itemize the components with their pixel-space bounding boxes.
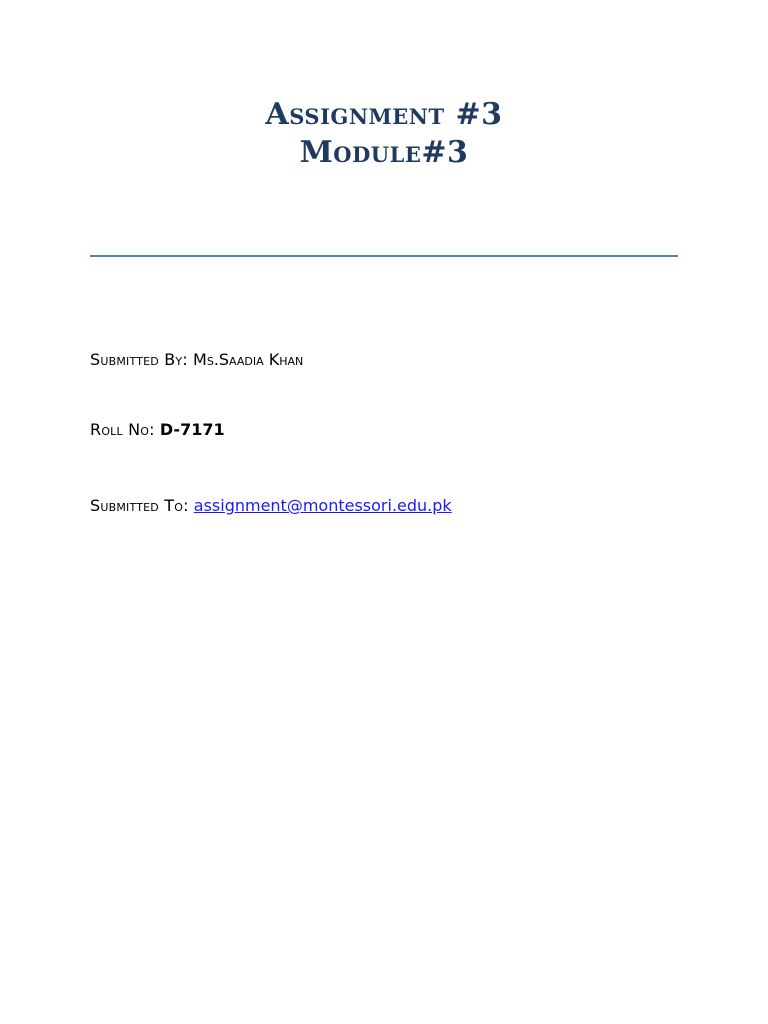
title-divider	[90, 255, 678, 257]
submitted-to-label: Submitted To:	[90, 496, 189, 515]
roll-no-row	[90, 419, 225, 441]
submitted-by-row	[90, 349, 303, 371]
submitted-by-value: Ms.Saadia Khan	[193, 350, 304, 369]
submitted-by-label: Submitted By:	[90, 350, 188, 369]
title-module: Module#3	[299, 135, 469, 170]
roll-no-label: Roll No:	[90, 420, 155, 439]
roll-no-value: D-7171	[159, 420, 225, 439]
title-assignment: Assignment #3	[265, 97, 503, 132]
submitted-to-email-link[interactable]: assignment@montessori.edu.pk	[193, 496, 452, 515]
document-title	[0, 96, 768, 172]
submitted-to-row	[90, 495, 452, 517]
